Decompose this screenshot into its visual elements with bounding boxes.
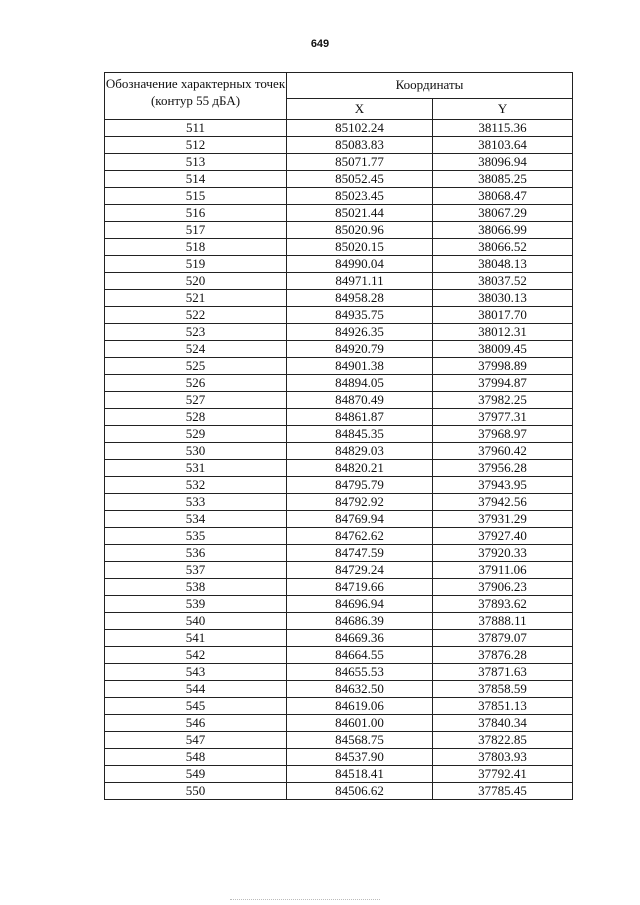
point-id-cell: 523 [105, 324, 287, 341]
y-coordinate-cell: 37982.25 [433, 392, 573, 409]
table-row [105, 426, 573, 443]
x-coordinate-cell: 84696.94 [287, 596, 433, 613]
x-coordinate-cell: 84762.62 [287, 528, 433, 545]
y-coordinate-cell: 38048.13 [433, 256, 573, 273]
x-coordinate-cell: 85020.96 [287, 222, 433, 239]
point-id-cell: 550 [105, 783, 287, 800]
table-row [105, 375, 573, 392]
y-coordinate-cell: 38067.29 [433, 205, 573, 222]
y-coordinate-cell: 37792.41 [433, 766, 573, 783]
table-row [105, 171, 573, 188]
table-row [105, 545, 573, 562]
y-coordinate-cell: 38037.52 [433, 273, 573, 290]
x-coordinate-cell: 85023.45 [287, 188, 433, 205]
table-row [105, 256, 573, 273]
y-coordinate-cell: 37911.06 [433, 562, 573, 579]
y-coordinate-cell: 37822.85 [433, 732, 573, 749]
table-row [105, 766, 573, 783]
x-coordinate-cell: 84601.00 [287, 715, 433, 732]
y-coordinate-cell: 38085.25 [433, 171, 573, 188]
point-id-cell: 535 [105, 528, 287, 545]
point-id-cell: 531 [105, 460, 287, 477]
y-coordinate-cell: 37977.31 [433, 409, 573, 426]
y-coordinate-cell: 37956.28 [433, 460, 573, 477]
x-coordinate-cell: 84537.90 [287, 749, 433, 766]
x-coordinate-cell: 84958.28 [287, 290, 433, 307]
y-coordinate-cell: 38115.36 [433, 120, 573, 137]
table-row [105, 341, 573, 358]
point-id-cell: 534 [105, 511, 287, 528]
table-row [105, 239, 573, 256]
y-coordinate-cell: 37871.63 [433, 664, 573, 681]
x-coordinate-cell: 84861.87 [287, 409, 433, 426]
table-row [105, 528, 573, 545]
table-row [105, 596, 573, 613]
y-coordinate-cell: 38068.47 [433, 188, 573, 205]
table-row [105, 562, 573, 579]
y-coordinate-cell: 38009.45 [433, 341, 573, 358]
point-id-cell: 543 [105, 664, 287, 681]
x-coordinate-cell: 84920.79 [287, 341, 433, 358]
point-id-cell: 546 [105, 715, 287, 732]
x-coordinate-cell: 85020.15 [287, 239, 433, 256]
table-row [105, 392, 573, 409]
y-coordinate-cell: 37879.07 [433, 630, 573, 647]
point-id-cell: 529 [105, 426, 287, 443]
x-column-header: X [287, 98, 433, 119]
y-coordinate-cell: 37968.97 [433, 426, 573, 443]
y-coordinate-cell: 37893.62 [433, 596, 573, 613]
table-row [105, 443, 573, 460]
table-row [105, 290, 573, 307]
y-coordinate-cell: 37994.87 [433, 375, 573, 392]
point-id-cell: 532 [105, 477, 287, 494]
x-coordinate-cell: 85052.45 [287, 171, 433, 188]
table-row [105, 409, 573, 426]
y-coordinate-cell: 37931.29 [433, 511, 573, 528]
table-body [105, 120, 573, 800]
table-row [105, 630, 573, 647]
point-id-cell: 515 [105, 188, 287, 205]
x-coordinate-cell: 84926.35 [287, 324, 433, 341]
y-coordinate-cell: 37943.95 [433, 477, 573, 494]
point-id-cell: 538 [105, 579, 287, 596]
point-id-cell: 521 [105, 290, 287, 307]
x-coordinate-cell: 84669.36 [287, 630, 433, 647]
y-coordinate-cell: 37906.23 [433, 579, 573, 596]
point-id-cell: 537 [105, 562, 287, 579]
x-coordinate-cell: 84845.35 [287, 426, 433, 443]
table-row [105, 715, 573, 732]
x-coordinate-cell: 84769.94 [287, 511, 433, 528]
table-row [105, 222, 573, 239]
y-coordinate-cell: 37876.28 [433, 647, 573, 664]
table-row [105, 664, 573, 681]
x-coordinate-cell: 84901.38 [287, 358, 433, 375]
x-coordinate-cell: 84518.41 [287, 766, 433, 783]
x-coordinate-cell: 84632.50 [287, 681, 433, 698]
table-row [105, 579, 573, 596]
y-coordinate-cell: 37942.56 [433, 494, 573, 511]
point-id-cell: 536 [105, 545, 287, 562]
x-coordinate-cell: 84664.55 [287, 647, 433, 664]
point-id-cell: 548 [105, 749, 287, 766]
table-row [105, 188, 573, 205]
table-row [105, 460, 573, 477]
table-row [105, 154, 573, 171]
point-id-cell: 516 [105, 205, 287, 222]
y-coordinate-cell: 38066.99 [433, 222, 573, 239]
table-row [105, 732, 573, 749]
x-coordinate-cell: 84990.04 [287, 256, 433, 273]
point-id-cell: 530 [105, 443, 287, 460]
table-row [105, 698, 573, 715]
table-row [105, 494, 573, 511]
x-coordinate-cell: 84894.05 [287, 375, 433, 392]
x-coordinate-cell: 84795.79 [287, 477, 433, 494]
point-id-cell: 522 [105, 307, 287, 324]
y-coordinate-cell: 37840.34 [433, 715, 573, 732]
point-id-cell: 542 [105, 647, 287, 664]
x-coordinate-cell: 84506.62 [287, 783, 433, 800]
y-coordinate-cell: 37851.13 [433, 698, 573, 715]
coordinates-header: Координаты [287, 73, 573, 99]
x-coordinate-cell: 84747.59 [287, 545, 433, 562]
table-row [105, 273, 573, 290]
table-row [105, 358, 573, 375]
table-row [105, 324, 573, 341]
point-id-cell: 513 [105, 154, 287, 171]
point-id-cell: 517 [105, 222, 287, 239]
y-coordinate-cell: 38012.31 [433, 324, 573, 341]
point-id-cell: 541 [105, 630, 287, 647]
point-id-cell: 527 [105, 392, 287, 409]
x-coordinate-cell: 84568.75 [287, 732, 433, 749]
x-coordinate-cell: 84935.75 [287, 307, 433, 324]
coordinates-table [104, 72, 573, 800]
point-id-cell: 519 [105, 256, 287, 273]
y-coordinate-cell: 37998.89 [433, 358, 573, 375]
point-id-cell: 547 [105, 732, 287, 749]
table-row [105, 681, 573, 698]
y-coordinate-cell: 37927.40 [433, 528, 573, 545]
table-row [105, 613, 573, 630]
x-coordinate-cell: 84792.92 [287, 494, 433, 511]
point-id-cell: 518 [105, 239, 287, 256]
point-id-cell: 520 [105, 273, 287, 290]
y-coordinate-cell: 38030.13 [433, 290, 573, 307]
table-row [105, 783, 573, 800]
point-id-cell: 511 [105, 120, 287, 137]
table-row [105, 137, 573, 154]
x-coordinate-cell: 84686.39 [287, 613, 433, 630]
x-coordinate-cell: 85102.24 [287, 120, 433, 137]
x-coordinate-cell: 84820.21 [287, 460, 433, 477]
y-coordinate-cell: 37960.42 [433, 443, 573, 460]
x-coordinate-cell: 84655.53 [287, 664, 433, 681]
x-coordinate-cell: 85021.44 [287, 205, 433, 222]
x-coordinate-cell: 84971.11 [287, 273, 433, 290]
point-id-cell: 528 [105, 409, 287, 426]
point-label-header: Обозначение характерных точек (контур 55 дБА) [105, 73, 287, 120]
table-row [105, 477, 573, 494]
x-coordinate-cell: 84870.49 [287, 392, 433, 409]
point-id-cell: 549 [105, 766, 287, 783]
y-coordinate-cell: 37920.33 [433, 545, 573, 562]
point-id-cell: 545 [105, 698, 287, 715]
x-coordinate-cell: 84719.66 [287, 579, 433, 596]
table-row [105, 749, 573, 766]
table-row [105, 120, 573, 137]
y-coordinate-cell: 37803.93 [433, 749, 573, 766]
y-coordinate-cell: 38017.70 [433, 307, 573, 324]
table-row [105, 647, 573, 664]
y-coordinate-cell: 38103.64 [433, 137, 573, 154]
point-id-cell: 514 [105, 171, 287, 188]
point-id-cell: 526 [105, 375, 287, 392]
x-coordinate-cell: 84829.03 [287, 443, 433, 460]
scan-artifact [230, 899, 380, 903]
point-id-cell: 512 [105, 137, 287, 154]
x-coordinate-cell: 84619.06 [287, 698, 433, 715]
table-row [105, 511, 573, 528]
point-id-cell: 539 [105, 596, 287, 613]
x-coordinate-cell: 85071.77 [287, 154, 433, 171]
y-column-header: Y [433, 98, 573, 119]
point-id-cell: 525 [105, 358, 287, 375]
y-coordinate-cell: 38066.52 [433, 239, 573, 256]
y-coordinate-cell: 37888.11 [433, 613, 573, 630]
y-coordinate-cell: 37858.59 [433, 681, 573, 698]
point-id-cell: 540 [105, 613, 287, 630]
point-id-cell: 544 [105, 681, 287, 698]
x-coordinate-cell: 84729.24 [287, 562, 433, 579]
x-coordinate-cell: 85083.83 [287, 137, 433, 154]
table-row [105, 205, 573, 222]
point-id-cell: 533 [105, 494, 287, 511]
table-row [105, 307, 573, 324]
point-id-cell: 524 [105, 341, 287, 358]
page-number: 649 [310, 38, 330, 50]
y-coordinate-cell: 37785.45 [433, 783, 573, 800]
y-coordinate-cell: 38096.94 [433, 154, 573, 171]
